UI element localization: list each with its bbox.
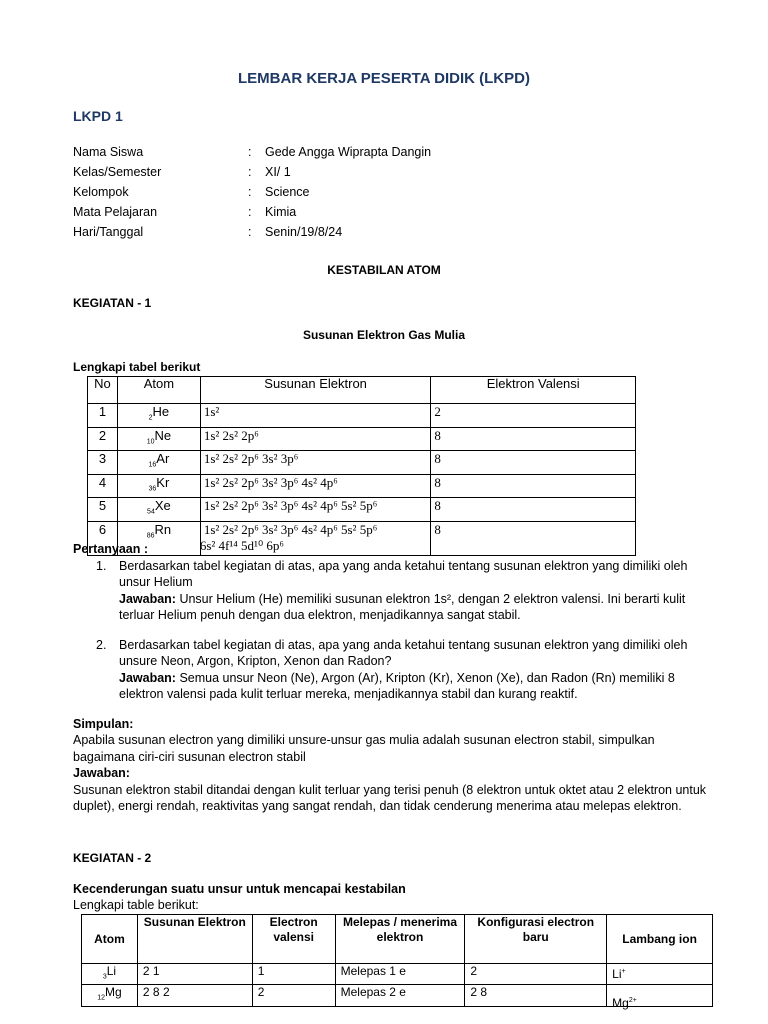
info-colon: : [248,225,252,239]
row-atom [117,498,200,522]
question-item [73,558,713,624]
conclusion-answer[interactable]: Susunan elektron stabil ditandai dengan kulit terluar yang terisi penuh (8 elektron untuk oktet atau 2 elektron untuk duplet), energi rendah, reaktivitas yang sangat rendah, dan tidak cenderung menerima atau melepas elektron. [73,782,707,813]
header-new-config: Konfigurasi electron baru [465,915,607,964]
row-config[interactable]: 2 8 2 [137,985,252,1006]
row-config[interactable]: 1s² 2s² 2p⁶ [200,427,431,451]
row-valence[interactable]: 1 [252,964,335,985]
row-valence[interactable]: 8 [431,498,636,522]
info-value: Gede Angga Wiprapta Dangin [265,145,432,159]
info-value: Science [265,185,310,199]
row-atom [117,427,200,451]
header-config: Susunan Elektron [200,377,431,404]
row-no: 3 [88,451,118,475]
header-ion-symbol: Lambang ion [607,915,713,964]
info-row-class [73,165,431,185]
noble-gas-table [87,376,636,556]
row-action[interactable]: Melepas 1 e [335,964,465,985]
question-item [73,637,713,703]
question-number: 2. [96,637,107,652]
header-valence: Elektron Valensi [431,377,636,404]
atomic-number: 10 [146,438,155,446]
activity-2-heading: KEGIATAN - 2 [73,851,152,865]
row-no: 5 [88,498,118,522]
info-row-date [73,225,431,245]
info-label: Kelas/Semester [73,165,162,179]
row-action[interactable]: Melepas 2 e [335,985,465,1006]
header-config: Susunan Elektron [137,915,252,964]
info-value: Kimia [265,205,297,219]
element-symbol: Mg [105,985,122,1000]
row-valence[interactable]: 8 [431,474,636,498]
row-atom [117,404,200,428]
info-label: Mata Pelajaran [73,205,158,219]
atomic-number: 54 [147,508,155,516]
section-title: KESTABILAN ATOM [327,263,441,277]
conclusion-answer-label: Jawaban: [73,766,130,780]
table1-title: Susunan Elektron Gas Mulia [302,328,466,342]
header-no: No [88,377,118,404]
element-symbol: Rn [154,521,172,537]
conclusion-label: Simpulan: [73,716,134,731]
table-row [88,404,636,428]
info-row-group [73,185,431,205]
row-new-config[interactable]: 2 8 [465,985,607,1006]
row-valence[interactable]: 2 [431,404,636,428]
header-valence: Electron valensi [252,915,335,964]
table-header-row [82,915,713,964]
row-valence[interactable]: 2 [252,985,335,1006]
info-row-subject [73,205,431,225]
header-action: Melepas / menerima elektron [335,915,465,964]
config-line: 1s² 2s² 2p⁶ 3s² 3p⁶ 4s² 4p⁶ 5s² 5p⁶ [203,521,378,537]
question-text: Berdasarkan tabel kegiatan di atas, apa yang anda ketahui tentang susunan elektron yang dimiliki oleh unsure Neon, Argon, Kripton, Xenon dan Radon? [119,637,688,668]
row-no: 4 [88,474,118,498]
ion-symbol: Li [612,967,622,981]
element-symbol: Xe [154,498,171,514]
table-row [88,427,636,451]
element-symbol: Ar [156,451,170,467]
row-ion[interactable] [607,985,713,1011]
table-row [88,474,636,498]
lkpd-label: LKPD 1 [73,108,123,124]
ion-wrap [612,993,637,1011]
header-atom: Atom [117,377,200,404]
row-config[interactable]: 1s² 2s² 2p⁶ 3s² 3p⁶ 4s² 4p⁶ [200,474,431,498]
element-symbol: Kr [156,474,170,490]
table-row [82,985,713,1006]
row-no: 1 [88,404,118,428]
row-new-config[interactable]: 2 [465,964,607,985]
config-line-continued: 6s² 4f¹⁴ 5d¹⁰ 6p⁶ [199,537,284,553]
page-title: LEMBAR KERJA PESERTA DIDIK (LKPD) [238,70,530,87]
element-symbol: Ne [154,427,172,443]
row-no: 6 [88,521,118,555]
atomic-number: 3 [102,973,107,981]
ion-table [81,914,713,1011]
row-config[interactable]: 1s² 2s² 2p⁶ 3s² 3p⁶ 4s² 4p⁶ 5s² 5p⁶ [200,498,431,522]
table1-instruction: Lengkapi tabel berikut [73,360,201,374]
table-row [88,451,636,475]
atomic-number: 12 [97,994,106,1002]
info-label: Hari/Tanggal [73,225,144,239]
row-atom [117,474,200,498]
info-colon: : [248,145,252,159]
row-config[interactable]: 2 1 [137,964,252,985]
row-ion[interactable] [607,964,713,985]
atomic-number: 16 [148,461,157,469]
element-symbol: He [152,404,170,419]
header-atom: Atom [82,915,138,964]
atomic-number: 36 [148,485,157,493]
info-colon: : [248,185,252,199]
question-text: Berdasarkan tabel kegiatan di atas, apa yang anda ketahui tentang susunan elektron yang dimiliki oleh unsur Helium [119,558,688,589]
answer-label: Jawaban: [119,591,176,606]
activity-1-heading: KEGIATAN - 1 [73,296,152,310]
row-valence[interactable]: 8 [431,451,636,475]
info-label: Nama Siswa [73,145,144,159]
info-row-name [73,145,431,165]
row-atom [82,985,138,1006]
row-valence[interactable]: 8 [431,521,636,555]
info-colon: : [248,205,252,219]
ion-symbol: Mg [612,996,629,1011]
questions-label: Pertanyaan : [73,542,149,556]
element-symbol: Li [106,964,117,978]
row-atom [117,451,200,475]
answer-text[interactable]: Unsur Helium (He) memiliki susunan elektron 1s², dengan 2 elektron valensi. Ini berarti kulit terluar Helium penuh dengan dua elektron, menjadikannya sangat stabil. [119,591,686,622]
atomic-number: 2 [148,414,153,422]
row-atom [82,964,138,985]
table2-instruction: Lengkapi table berikut: [73,898,199,912]
row-no: 2 [88,427,118,451]
ion-charge: + [621,968,626,975]
answer-text[interactable]: Semua unsur Neon (Ne), Argon (Ar), Kripton (Kr), Xenon (Xe), dan Radon (Rn) memiliki 8 elektron valensi pada kulit terluar mereka, menjadikannya stabil dan kurang reaktif. [119,670,675,701]
student-info [73,145,431,245]
info-label: Kelompok [73,185,129,199]
ion-charge: 2+ [628,997,637,1005]
info-value: Senin/19/8/24 [265,225,343,239]
info-value: XI/ 1 [265,165,291,179]
conclusion-text: Apabila susunan electron yang dimiliki unsure-unsur gas mulia adalah susunan electron stabil, simpulkan bagaimana ciri-ciri susunan electron stabil [73,733,655,764]
row-valence[interactable]: 8 [431,427,636,451]
answer-label: Jawaban: [119,670,176,685]
row-config[interactable]: 1s² [200,404,431,428]
table-row [82,964,713,985]
table-row [88,498,636,522]
questions-section [73,541,713,815]
question-number: 1. [96,558,107,573]
info-colon: : [248,165,252,179]
atomic-number: 86 [146,532,155,540]
row-config[interactable]: 1s² 2s² 2p⁶ 3s² 3p⁶ [200,451,431,475]
table-header-row [88,377,636,404]
table2-title: Kecenderungan suatu unsur untuk mencapai kestabilan [73,882,406,896]
